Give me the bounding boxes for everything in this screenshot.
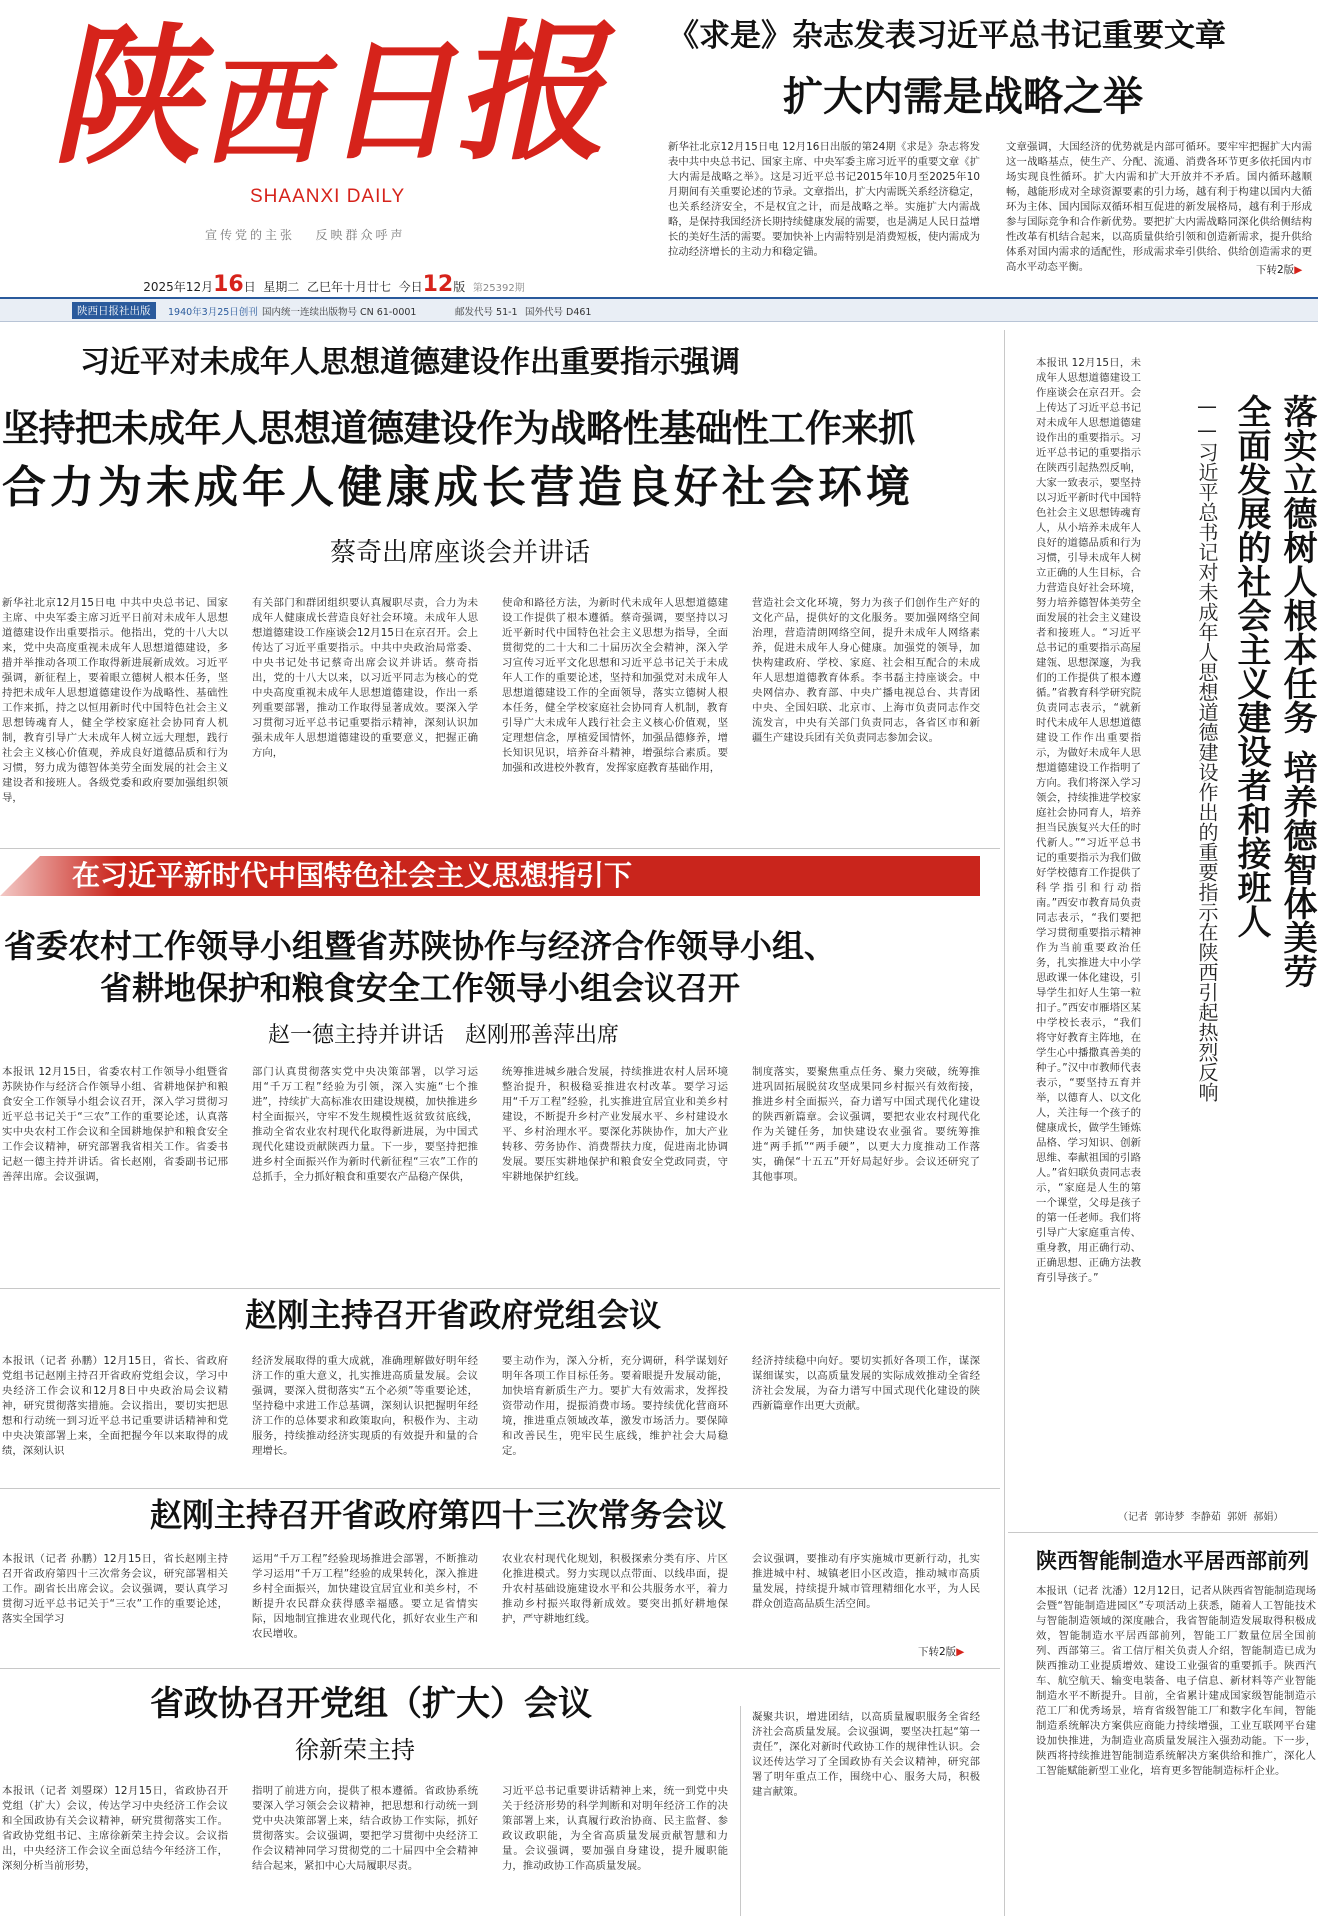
cn-number: 国内统一连续出版物号 CN 61-0001 — [262, 307, 417, 318]
lead-col3: 使命和路径方法，为新时代未成年人思想道德建设工作提供了根本遵循。蔡奇强调，要坚持以习近平新时代中国特色社会主义思想为指导，全面贯彻党的二十大和二十届历次全会精神，深入学习宣传习近平文化思想和习近平总书记关于未成年人工作的重要论述，坚持和加强党对未成年人思想道德建设工作的全面领导，落实立德树人根本任务，健全学校家庭社会协同育人机制，教育引导广大未成年人践行社会主义核心价值观，坚定理想信念，厚植爱国情怀，加强品德修养，增长知识见识，培养奋斗精神，增强综合素质。要加强和改进校外教育，发挥家庭教育基础作用， — [502, 597, 728, 774]
divider — [0, 848, 1000, 849]
divider — [0, 1288, 1000, 1289]
cppcc-col2: 指明了前进方向，提供了根本遵循。省政协系统要深入学习领会会议精神，把思想和行动统一到党中央决策部署上来，结合政协工作实际，抓好贯彻落实。会议强调，要把学习贯彻中央经济工作会议精神同学习贯彻党的二十届四中全会精神结合起来，紧扣中心大局履职尽责。 — [252, 1785, 478, 1872]
publisher-badge: 陕西日报社出版 — [72, 302, 156, 319]
cppcc-col3: 习近平总书记重要讲话精神上来，统一到党中央关于经济形势的科学判断和对明年经济工作的决策部署上来，认真履行政治协商、民主监督、参政议政职能，为全省高质量发展贡献智慧和力量。会议强调，要加强自身建设，提升履职能力，推动政协工作高质量发展。 — [502, 1785, 728, 1872]
executive-meeting-headline: 赵刚主持召开省政府第四十三次常务会议 — [150, 1496, 727, 1534]
divider — [0, 1668, 1000, 1669]
executive-meeting-jump — [918, 1644, 964, 1659]
provincial-col2: 部门认真贯彻落实党中央决策部署，以学习运用“千万工程”经验为引领，深入实施“七个推进”，持续扩大高标准农田建设规模，加快推进乡村全面振兴，守牢不发生规模性返贫致贫底线，推动全省农业农村现代化取得新进展，为中国式现代化建设贡献陕西力量。下一步，要坚持把推进乡村全面振兴作为新时代新征程“三农”工作的总抓手，全力抓好粮食和重要农产品稳产保供， — [252, 1066, 478, 1183]
govt-meeting-col3: 要主动作为，深入分析，充分调研，科学谋划好明年各项工作目标任务。要着眼提升发展动能，加快培育新质生产力。要扩大有效需求，发挥投资带动作用，提振消费市场。要持续优化营商环境，推进重点领域改革，激发市场活力。要保障和改善民生，兜牢民生底线，维护社会大局稳定。 — [502, 1355, 728, 1457]
page-unit: 版 — [453, 280, 466, 294]
top-story-kicker: 《求是》杂志发表习近平总书记重要文章 — [668, 18, 1226, 54]
logo-english: SHAANXI DAILY — [250, 186, 406, 207]
side-feature-text-cont — [1036, 1182, 1316, 1502]
page-count: 12 — [422, 272, 454, 297]
provincial-headline-line1: 省委农村工作领导小组暨省苏陕协作与经济合作领导小组、 — [4, 927, 837, 965]
side-feature-title-a: 落实立德树人根本任务 — [1277, 394, 1317, 734]
lead-col2: 有关部门和群团组织要认真履职尽责，合力为未成年人健康成长营造良好社会环境。未成年人思想道德建设工作座谈会12月15日在京召开。会上传达了习近平重要指示。中共中央政治局常委、中央书记处书记蔡奇出席会议并讲话。蔡奇指出，党的十八大以来，以习近平同志为核心的党中央高度重视未成年人思想道德建设，作出一系列重要部署，推动工作取得显著成效。要深入学习贯彻习近平总书记重要指示精神，深刻认识加强未成年人思想道德建设的重要意义，把握正确方向， — [252, 597, 478, 759]
postal-code: 邮发代号 51-1 — [455, 307, 518, 318]
lead-col1: 新华社北京12月15日电 中共中央总书记、国家主席、中央军委主席习近平日前对未成年人思想道德建设作出重要指示。他指出，党的十八大以来，党中央高度重视未成年人思想道德建设，多措并举推动各项工作取得新进展新成效。习近平强调，新征程上，要着眼立德树人根本任务，坚持把未成年人思想道德建设作为战略性、基础性工作来抓，持之以恒用新时代中国特色社会主义思想铸魂育人，健全学校家庭社会协同育人机制，教育引导广大未成年人树立远大理想，践行社会主义核心价值观，养成良好道德品质和行为习惯，努力成为德智体美劳全面发展的社会主义建设者和接班人。各级党委和政府要加强组织领导， — [2, 597, 228, 804]
provincial-col3: 统筹推进城乡融合发展，持续推进农村人居环境整治提升，积极稳妥推进农村改革。要学习运用“千万工程”经验，扎实推进宜居宜业和美乡村建设，不断提升乡村产业发展水平、乡村建设水平、乡村治理水平。要深化苏陕协作，加大产业转移、劳务协作、消费帮扶力度，促进南北协调发展。要压实耕地保护和粮食安全党政同责，守牢耕地保护红线。 — [502, 1066, 728, 1183]
provincial-headline-line2: 省耕地保护和粮食安全工作领导小组会议召开 — [100, 969, 741, 1007]
divider — [1008, 1532, 1318, 1533]
provincial-col1: 本报讯 12月15日，省委农村工作领导小组暨省苏陕协作与经济合作领导小组、省耕地保护和粮食安全工作领导小组会议召开，深入学习贯彻习近平总书记关于“三农”工作的重要论述，认真落实中央农村工作会议和全国耕地保护和粮食安全工作会议精神，研究部署我省相关工作。省委书记赵一德主持并讲话。省长赵刚，省委副书记邢善萍出席。会议强调， — [2, 1066, 228, 1183]
column-banner — [0, 856, 980, 896]
side-feature-title-col1 — [1276, 394, 1318, 1094]
issue-number: 第25392期 — [472, 283, 525, 294]
top-story — [668, 0, 1318, 292]
cppcc-col1: 本报讯（记者 刘曌琛）12月15日，省政协召开党组（扩大）会议，传达学习中央经济工作会议和全国政协有关会议精神，研究贯彻落实工作。省政协党组书记、主席徐新荣主持会议。会议指出，中央经济工作会议全面总结今年经济工作，深刻分析当前形势， — [2, 1785, 228, 1872]
logo-char: 西 — [197, 42, 345, 181]
govt-meeting-col1: 本报讯（记者 孙鹏）12月15日，省长、省政府党组书记赵刚主持召开省政府党组会议，学习中央经济工作会议和12月8日中央政治局会议精神，研究贯彻落实措施。会议指出，要切实把思想和行动统一到习近平总书记重要讲话精神和党中央决策部署上来，全面把握今年以来取得的成绩，深刻认识 — [2, 1355, 228, 1457]
executive-meeting-col3: 农业农村现代化规划，积极探索分类有序、片区化推进模式。努力实现以点带面、以线串面，提升农村基础设施建设水平和公共服务水平，着力推动乡村振兴取得新成效。要突出抓好耕地保护，严守耕地红线。 — [502, 1553, 728, 1625]
cppcc-headline: 省政协召开党组（扩大）会议 — [150, 1684, 592, 1724]
side-feature-text: 本报讯 12月15日，未成年人思想道德建设工作座谈会在京召开。会上传达了习近平总书记对未成年人思想道德建设作出的重要指示。习近平总书记的重要指示在陕西引起热烈反响，大家一致表示，要坚持以习近平新时代中国特色社会主义思想铸魂育人，从小培养未成年人良好的道德品质和行为习惯，引导未成年人树立正确的人生目标，合力营造良好社会环境，努力培养德智体美劳全面发展的社会主义建设者和接班人。“习近平总书记的重要指示高屋建瓴、思想深邃，为我们的工作提供了根本遵循。”省教育科学研究院负责同志表示，“就新时代未成年人思想道德建设工作作出重要指示，为做好未成年人思想道德建设工作指明了方向。我们将深入学习领会，持续推进学校家庭社会协同育人，培养担当民族复兴大任的时代新人。”“习近平总书记的重要指示为我们做好学校德育工作提供了科学指引和行动指南。”西安市教育局负责同志表示，“我们要把学习贯彻重要指示精神作为当前重要政治任务，扎实推进大中小学思政课一体化建设，引导学生扣好人生第一粒扣子。”西安市雁塔区某中学校长表示，“我们将守好教育主阵地，在学生心中播撒真善美的种子。”汉中市教师代表表示，“要坚持五育并举，以德育人、以文化人，关注每一个孩子的健康成长，做学生锤炼品格、学习知识、创新思维、奉献祖国的引路人。”省妇联负责同志表示，“家庭是人生的第一个课堂，父母是孩子的第一任老师。我们将引导广大家庭重言传、重身教，用正确行动、正确思想、正确方法教育引导孩子。” — [1036, 357, 1141, 1284]
cppcc-subhead: 徐新荣主持 — [295, 1736, 415, 1764]
jump-label: 下转2版 — [1256, 264, 1295, 276]
provincial-subhead: 赵一德主持并讲话 赵刚邢善萍出席 — [268, 1023, 619, 1048]
executive-meeting-col2: 运用“千万工程”经验现场推进会部署，不断推动学习运用“千万工程”经验的成果转化，深入推进乡村全面振兴，加快建设宜居宜业和美乡村，不断提升农民群众获得感幸福感。要立足省情实际，因地制宜推进农业现代化，抓好农业生产和农民增收。 — [252, 1553, 478, 1640]
logo-char: 陕 — [43, 9, 231, 185]
date-day: 16 — [213, 272, 244, 297]
side-feature-subtitle: ——习近平总书记对未成年人思想道德建设作出的重要指示在陕西引起热烈反响 — [1195, 394, 1219, 1102]
executive-meeting-col4: 会议强调，要推动有序实施城市更新行动，扎实推进城中村、城镇老旧小区改造，推动城市高质量发展，持续提升城市管理精细化水平，为人民群众创造高品质生活空间。 — [752, 1553, 980, 1610]
triangle-icon: ▶ — [1294, 264, 1303, 276]
triangle-icon: ▶ — [956, 1646, 965, 1658]
lead-col4: 营造社会文化环境，努力为孩子们创作生产好的文化产品，提供好的文化服务。要加强网络空间治理，营造清朗网络空间，提升未成年人网络素养，促进未成年人身心健康。加强党的领导，加快构建政府、学校、家庭、社会相互配合的未成年人思想道德教育体系。李书磊主持座谈会。中央网信办、教育部、中央广播电视总台、共青团中央、全国妇联、北京市、上海市负责同志作交流发言，中央有关部门负责同志，各省区市和新疆生产建设兵团有关负责同志参加会议。 — [752, 597, 980, 744]
govt-meeting-headline: 赵刚主持召开省政府党组会议 — [245, 1296, 662, 1334]
govt-meeting-col2: 经济发展取得的重大成就，准确理解做好明年经济工作的重大意义，扎实推进高质量发展。会议强调，要深入贯彻落实“五个必须”等重要论述，坚持稳中求进工作总基调，深刻认识把握明年经济工作的总体要求和政策取向，积极作为、主动服务，持续推动经济实现质的有效提升和量的合理增长。 — [252, 1355, 478, 1457]
side-feature-title-col2: 全面发展的社会主义建设者和接班人 — [1231, 394, 1271, 938]
top-story-col1: 新华社北京12月15日电 12月16日出版的第24期《求是》杂志将发表中共中央总书记、国家主席、中央军委主席习近平的重要文章《扩大内需是战略之举》。这是习近平总书记2015年10月至2025年10月期间有关重要论述的节录。文章指出，扩大内需既关系经济稳定，也关系经济安全，不是权宜之计，而是战略之举。实施扩大内需战略，是保持我国经济长期持续健康发展的需要，也是满足人民日益增长的美好生活的需要。要加快补上内需特别是消费短板，使内需成为拉动经济增长的主动力和稳定锚。 — [668, 141, 980, 258]
divider — [740, 1706, 741, 1916]
govt-meeting-story — [0, 1290, 1000, 1490]
side-news-text: 本报讯（记者 沈潘）12月12日，记者从陕西省智能制造现场会暨“智能制造进园区”专项活动上获悉，随着人工智能技术与智能制造领域的深度融合，我省智能制造发展取得积极成效，智能制造水平居西部前列，智能工厂数量位居全国前列、西部第三。省工信厅相关负责人介绍，智能制造已成为陕西推动工业提质增效、建设工业强省的重要抓手。陕西汽车、航空航天、输变电装备、电子信息、新材料等产业智能制造水平不断提升。目前，全省累计建成国家级智能制造示范工厂和优秀场景，培育省级智能工厂和数字化车间，智能制造系统解决方案供应商能力持续增强，工业互联网平台建设加快推进，为制造业高质量发展注入强劲动能。下一步，陕西将持续推进智能制造系统解决方案供给和推广，深化人工智能赋能新型工业化，培育更多智能制造标杆企业。 — [1036, 1585, 1316, 1777]
logo-char: 日 — [317, 24, 483, 179]
cppcc-col4: 凝聚共识，增进团结，以高质量履职服务全省经济社会高质量发展。会议强调，要坚决扛起“第一责任”，深化对新时代政协工作的规律性认识。会议还传达学习了全国政协有关会议精神，研究部署了明年重点工作，围绕中心、服务大局，积极建言献策。 — [752, 1711, 980, 1798]
divider — [0, 1488, 1000, 1489]
top-story-jump — [1252, 262, 1302, 277]
lead-kicker: 习近平对未成年人思想道德建设作出重要指示强调 — [80, 345, 740, 380]
govt-meeting-col4: 经济持续稳中向好。要切实抓好各项工作，谋深谋细谋实，以高质量发展的实际成效推动全省经济社会发展，为奋力谱写中国式现代化建设的陕西新篇章作出更大贡献。 — [752, 1355, 980, 1412]
executive-meeting-col1: 本报讯（记者 孙鹏）12月15日，省长赵刚主持召开省政府第四十三次常务会议，研究部署相关工作。副省长出席会议。会议强调，要认真学习贯彻习近平总书记关于“三农”工作的重要论述，落实全国学习 — [2, 1553, 228, 1625]
date-year: 2025年12月 — [143, 280, 214, 294]
logo-char: 报 — [448, 5, 636, 181]
cppcc-story — [0, 1670, 1000, 1916]
executive-meeting-story — [0, 1490, 1000, 1670]
side-news-headline: 陕西智能制造水平居西部前列 — [1036, 1549, 1309, 1573]
info-bar — [0, 297, 1318, 322]
date-rest: 日 星期二 乙巳年十月廿七 今日 — [243, 280, 423, 294]
masthead — [0, 0, 660, 297]
provincial-col4: 制度落实，要聚焦重点任务、聚力突破，统筹推进巩固拓展脱贫攻坚成果同乡村振兴有效衔接，推进乡村全面振兴，奋力谱写中国式现代化建设的陕西新篇章。会议强调，要把农业农村现代化作为关键任务，加快建设农业强省。要统筹推进“两手抓”“两手硬”，以更大力度推动工作落实，确保“十五五”开好局起好步。会议还研究了其他事项。 — [752, 1066, 980, 1183]
founded-date: 1940年3月25日创刊 — [168, 307, 258, 318]
divider — [1004, 330, 1005, 1916]
provincial-story — [0, 915, 1000, 1265]
logo — [43, 5, 662, 185]
slogan: 宣传党的主张 反映群众呼声 — [205, 228, 406, 242]
lead-headline-line2: 合力为未成年人健康成长营造良好社会环境 — [2, 462, 914, 513]
side-feature-title-b: 培养德智体美劳 — [1277, 750, 1317, 988]
side-news — [1008, 1540, 1318, 1916]
lead-subhead: 蔡奇出席座谈会并讲话 — [330, 538, 591, 568]
side-feature-bylines: （记者 郭诗梦 李静茹 郭妍 郝娟） — [1118, 1512, 1284, 1523]
foreign-code: 国外代号 D461 — [525, 307, 592, 318]
lead-story — [0, 330, 1000, 830]
lead-headline-line1: 坚持把未成年人思想道德建设作为战略性基础性工作来抓 — [2, 407, 915, 450]
jump-label: 下转2版 — [918, 1646, 957, 1658]
top-story-headline: 扩大内需是战略之举 — [783, 74, 1143, 120]
top-story-col2: 文章强调，大国经济的优势就是内部可循环。要牢牢把握扩大内需这一战略基点，使生产、分配、流通、消费各环节更多依托国内市场实现良性循环。扩大内需和扩大开放并不矛盾。国内循环越顺畅，越能形成对全球资源要素的引力场，越有利于构建以国内大循环为主体、国内国际双循环相互促进的新发展格局，越有利于形成参与国际竞争和合作新优势。要把扩大内需战略同深化供给侧结构性改革有机结合起来，以高质量供给引领和创造新需求，提升供给体系对国内需求的适配性，形成需求牵引供给、供给创造需求的更高水平动态平衡。 — [1006, 141, 1312, 273]
banner-title: 在习近平新时代中国特色社会主义思想指引下 — [72, 859, 633, 892]
side-feature — [1008, 350, 1318, 1530]
